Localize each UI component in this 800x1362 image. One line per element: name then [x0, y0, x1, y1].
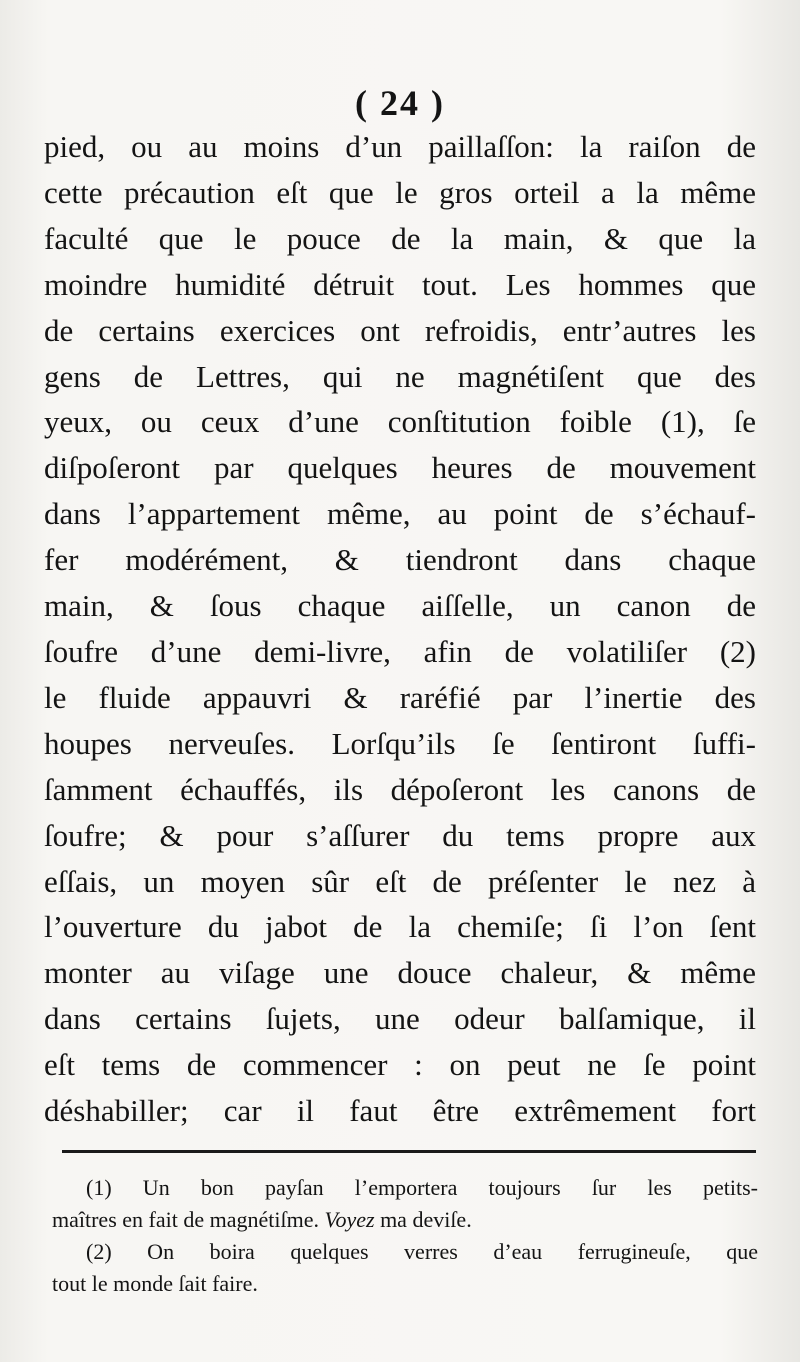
- footnote-2-line-1: (2) On boira quelques verres d’eau ferrugineuſe, que: [86, 1239, 758, 1264]
- body-line-17: eſſais, un moyen sûr eſt de préſenter le nez à: [44, 863, 756, 899]
- footnote-1-line-1: (1) Un bon payſan l’emportera toujours ſur les petits-: [86, 1175, 758, 1200]
- footnote-1-voyez: Voyez: [324, 1207, 375, 1232]
- body-line-6: gens de Lettres, qui ne magnétiſent que des: [44, 358, 756, 394]
- body-line-4: moindre humidité détruit tout. Les hommes que: [44, 266, 756, 302]
- footnote-1-devise: ma deviſe.: [380, 1207, 472, 1232]
- body-line-14: houpes nerveuſes. Lorſqu’ils ſe ſentiront ſuffi-: [44, 725, 756, 761]
- body-line-18: l’ouverture du jabot de la chemiſe; ſi l’on ſent: [44, 909, 756, 945]
- footnote-1-text: maîtres en fait de magnétiſme.: [52, 1207, 319, 1232]
- body-line-21: eſt tems de commencer : on peut ne ſe point: [44, 1047, 756, 1083]
- body-line-5: de certains exercices ont refroidis, entr’autres les: [44, 312, 756, 348]
- body-line-1: pied, ou au moins d’un paillaſſon: la raiſon de: [44, 129, 756, 164]
- body-text: [44, 124, 756, 1134]
- footnote-2-line-2: tout le monde ſait faire.: [52, 1271, 258, 1296]
- body-line-7: yeux, ou ceux d’une conſtitution foible (1), ſe: [44, 404, 756, 440]
- body-line-2: cette précaution eſt que le gros orteil a la même: [44, 174, 756, 210]
- body-line-11: main, & ſous chaque aiſſelle, un canon de: [44, 588, 756, 624]
- body-line-8: diſpoſeront par quelques heures de mouvement: [44, 450, 756, 486]
- body-line-12: ſoufre d’une demi-livre, afin de volatiliſer (2): [44, 633, 756, 669]
- page-number: ( 24 ): [355, 83, 445, 123]
- body-line-20: dans certains ſujets, une odeur balſamique, il: [44, 1001, 756, 1037]
- body-line-22: déshabiller; car il faut être extrêmement fort: [44, 1093, 756, 1129]
- footnotes: [52, 1172, 758, 1300]
- footnote-1-line-2: [52, 1204, 758, 1236]
- body-line-3: faculté que le pouce de la main, & que la: [44, 220, 756, 256]
- footnote-divider: [62, 1150, 756, 1153]
- body-line-9: dans l’appartement même, au point de s’échauf-: [44, 496, 756, 532]
- body-line-19: monter au viſage une douce chaleur, & même: [44, 955, 756, 991]
- body-line-15: ſamment échauffés, ils dépoſeront les canons de: [44, 771, 756, 807]
- body-line-10: fer modérément, & tiendront dans chaque: [44, 542, 756, 578]
- body-line-13: le fluide appauvri & raréfié par l’inertie des: [44, 679, 756, 715]
- body-line-16: ſoufre; & pour s’aſſurer du tems propre aux: [44, 817, 756, 853]
